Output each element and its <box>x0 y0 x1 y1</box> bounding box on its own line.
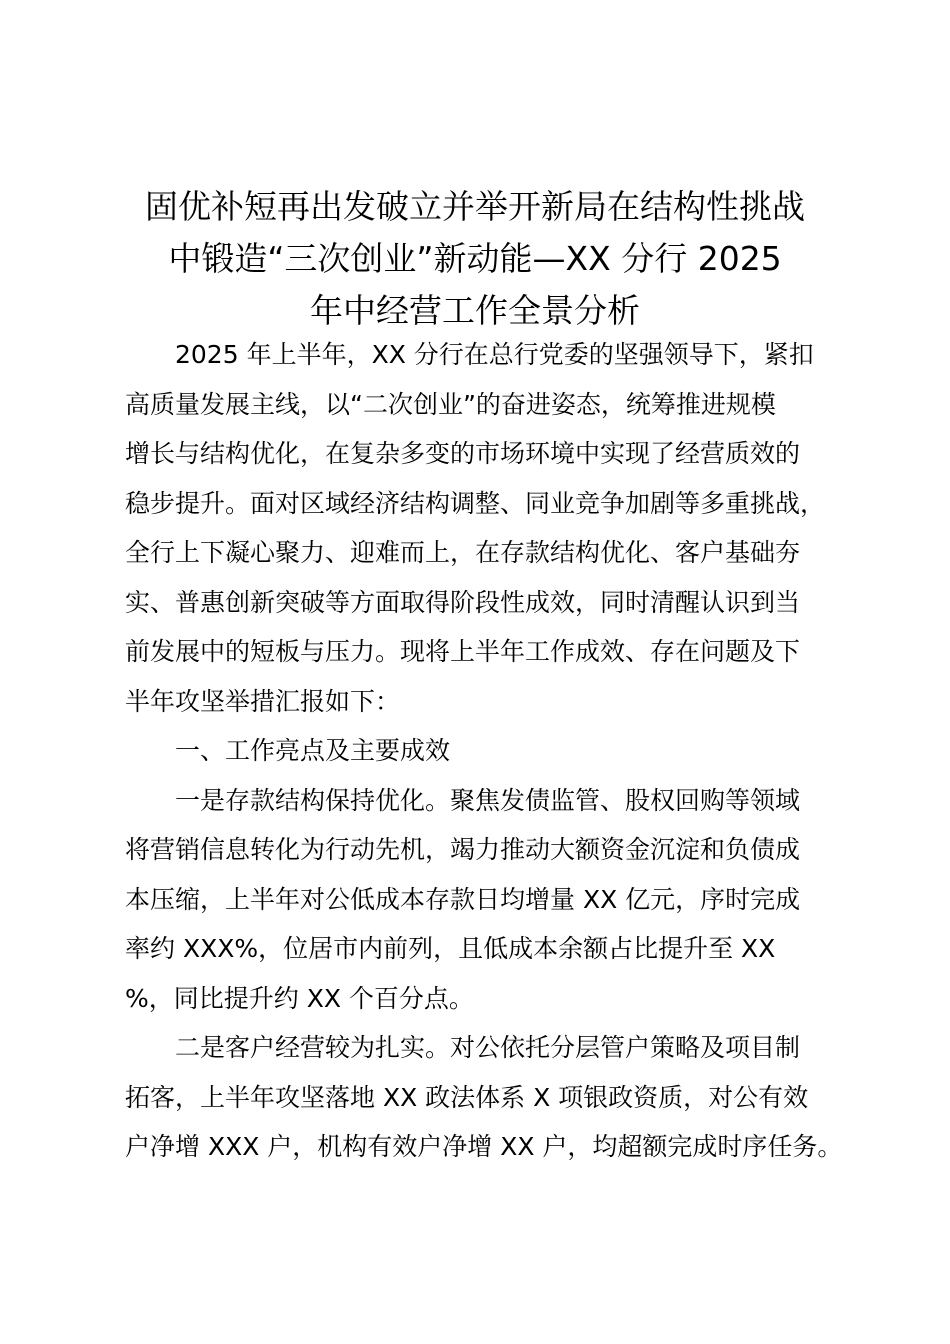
text-line: 率约 XXX%，位居市内前列，且低成本余额占比提升至 XX <box>125 934 776 963</box>
text-line: 全行上下凝心聚力、迎难而上，在存款结构优化、客户基础夯 <box>125 538 801 567</box>
text-line: 高质量发展主线，以“二次创业”的奋进姿态，统筹推进规模 <box>125 389 776 419</box>
title-line-1: 固优补短再出发破立并举开新局在结构性挑战 <box>145 187 805 226</box>
text-line: 增长与结构优化，在复杂多变的市场环境中实现了经营质效的 <box>125 439 801 468</box>
title-line-3: 年中经营工作全景分析 <box>310 291 640 330</box>
text-line: 本压缩，上半年对公低成本存款日均增量 XX 亿元，序时完成 <box>125 884 801 914</box>
text-line: %，同比提升约 XX 个百分点。 <box>125 983 474 1013</box>
text-line: 将营销信息转化为行动先机，竭力推动大额资金沉淀和负债成 <box>125 835 801 864</box>
text-line: 稳步提升。面对区域经济结构调整、同业竞争加剧等多重挑战， <box>125 488 826 518</box>
document-body <box>125 330 843 1172</box>
section-heading <box>125 726 837 776</box>
text-line: 户净增 XXX 户，机构有效户净增 XX 户，均超额完成时序任务。 <box>125 1132 843 1161</box>
title-line-2: 中锻造“三次创业”新动能—XX 分行 2025 <box>168 239 782 278</box>
document-title <box>118 181 832 337</box>
paragraph-intro <box>125 330 837 726</box>
text-line: 前发展中的短板与压力。现将上半年工作成效、存在问题及下 <box>125 637 801 666</box>
paragraph-customer-operations <box>125 1023 843 1172</box>
heading-line: 一、工作亮点及主要成效 <box>125 736 451 765</box>
text-line: 拓客，上半年攻坚落地 XX 政法体系 X 项银政资质，对公有效 <box>125 1082 809 1112</box>
text-line: 2025 年上半年，XX 分行在总行党委的坚强领导下，紧扣 <box>125 340 814 369</box>
text-line: 实、普惠创新突破等方面取得阶段性成效，同时清醒认识到当 <box>125 587 801 617</box>
text-line: 一是存款结构保持优化。聚焦发债监管、股权回购等领域 <box>125 785 801 815</box>
text-line: 二是客户经营较为扎实。对公依托分层管户策略及项目制 <box>125 1033 801 1062</box>
paragraph-deposit-structure <box>125 776 837 1024</box>
text-line: 半年攻坚举措汇报如下： <box>125 686 401 716</box>
